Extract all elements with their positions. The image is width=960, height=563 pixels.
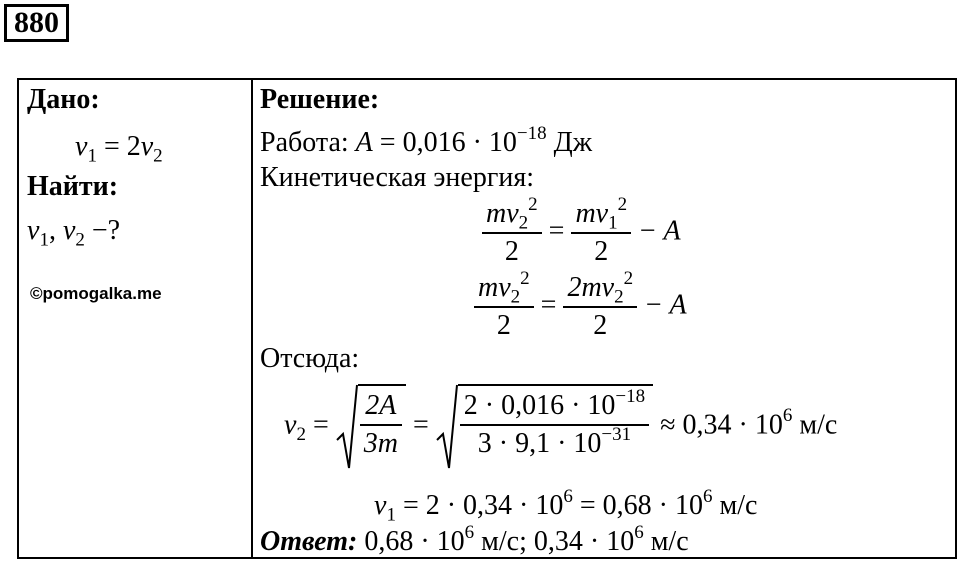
work-line: Работа: $A = 0,016 \cdot 10^{-18}$ Дж xyxy=(260,122,593,158)
fraction: $\frac{2mv_2^2}{2}$ xyxy=(563,270,637,344)
fraction: $\frac{mv_2^2}{2}$ xyxy=(474,270,534,344)
v2-formula: $v_2$ = $\frac{2A}{3m}$ = $\frac{2 \cdot 0,016 \cdot 10^{-18}}{3 \cdot 9,1 \cdot 10^{-31}}$ ≈ $0,34 \cdot 10^6$ м/с xyxy=(284,384,837,470)
fraction: $\frac{mv_1^2}{2}$ xyxy=(571,196,631,270)
solution-header: Решение: xyxy=(260,84,380,115)
square-root xyxy=(336,384,406,470)
column-divider xyxy=(251,78,253,559)
given-header: Дано: xyxy=(27,84,100,115)
kinetic-label: Кинетическая энергия: xyxy=(260,162,534,193)
answer-line: Ответ: $0,68 \cdot 10^6$ м/с; $0,34 \cdot 10^6$ м/с xyxy=(260,521,689,557)
fraction: $\frac{mv_2^2}{2}$ xyxy=(482,196,542,270)
given-relation: $v_1 = 2v_2$ xyxy=(75,131,163,167)
find-header: Найти: xyxy=(27,171,119,202)
watermark: ©pomogalka.me xyxy=(30,284,162,303)
problem-number: 880 xyxy=(4,4,69,42)
energy-equation-1: $\frac{mv_2^2}{2}$ = $\frac{mv_1^2}{2}$ − A xyxy=(482,196,681,270)
hence-label: Отсюда: xyxy=(260,343,360,374)
fraction: $\frac{2A}{3m}$ xyxy=(360,388,402,462)
unknowns: $v_1$, $v_2$ −? xyxy=(27,215,121,251)
fraction: $\frac{2 \cdot 0,016 \cdot 10^{-18}}{3 \cdot 9,1 \cdot 10^{-31}}$ xyxy=(460,388,649,462)
v1-formula: $v_1 = 2 \cdot 0,34 \cdot 10^6 = 0,68 \cdot 10^6$ м/с xyxy=(374,485,758,526)
square-root xyxy=(436,384,653,470)
energy-equation-2: $\frac{mv_2^2}{2}$ = $\frac{2mv_2^2}{2}$ − A xyxy=(474,270,687,344)
